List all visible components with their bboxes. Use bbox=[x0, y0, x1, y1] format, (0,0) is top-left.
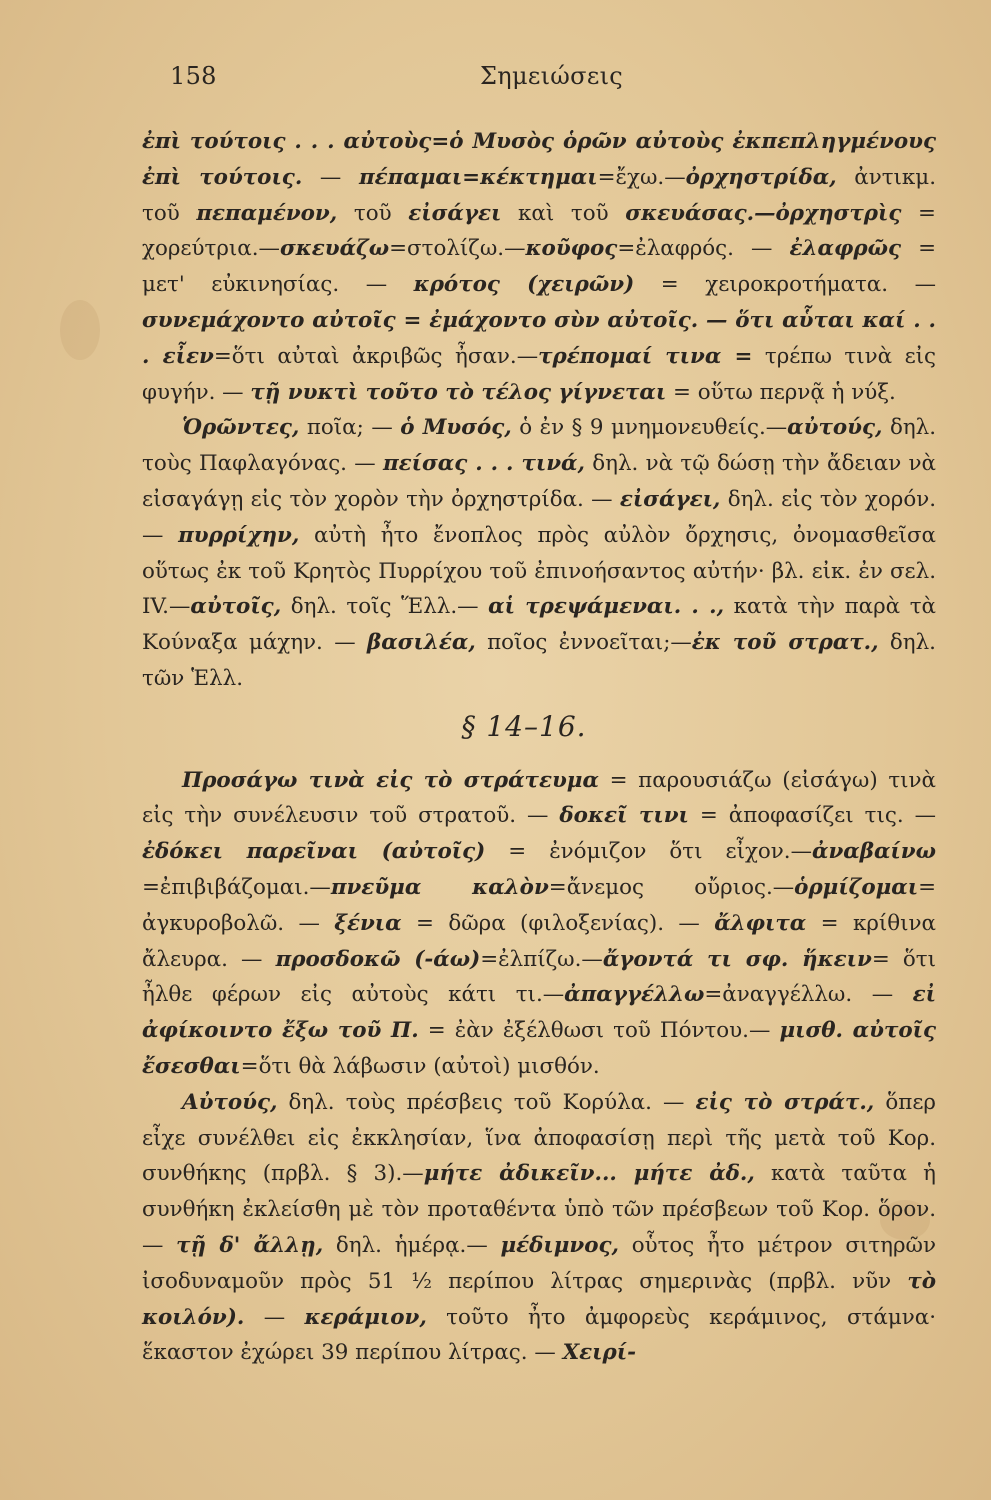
gloss: ποῖος ἐννοεῖται;— bbox=[475, 630, 692, 656]
gloss: δηλ. νὰ τῷ δώσῃ τὴν ἄδειαν νὰ εἰσαγάγῃ εἰς τὸν χορὸν τὴν ὀρχηστρίδα. — bbox=[142, 451, 936, 512]
gloss: τρέπω τινὰ εἰς φυγήν. — bbox=[142, 343, 937, 405]
paragraph-3 bbox=[142, 763, 936, 1085]
lemma: ἐπὶ τούτοις . . . αὐτοὺς=ὁ Μυσὸς ὁρῶν αὐτοὺς ἐκπεπληγμένους ἐπὶ τούτοις. bbox=[142, 129, 936, 190]
paragraph-1 bbox=[142, 124, 936, 410]
lemma: σκευάσας.—ὀρχηστρὶς bbox=[625, 200, 902, 226]
paragraph-4 bbox=[142, 1085, 936, 1371]
page-header bbox=[150, 62, 931, 98]
gloss: ὅπερ εἶχε συνέλθει εἰς ἐκκλησίαν, ἵνα ἀποφασίσῃ περὶ τῆς μετὰ τοῦ Κορ. συνθήκης (πρβλ. § 3).— bbox=[142, 1089, 936, 1187]
lemma: μήτε ἀδικεῖν... μήτε ἀδ., bbox=[423, 1161, 755, 1187]
gloss: =στολίζω.— bbox=[389, 236, 526, 262]
gloss: αὐτὴ ἦτο ἔνοπλος πρὸς αὐλὸν ὄρχησις, ὀνομασθεῖσα οὕτως ἐκ τοῦ Κρητὸς Πυρρίχου τοῦ ἐπινοήσαντος αὐτήν· βλ. εἰκ. ἐν σελ. IV.— bbox=[142, 522, 936, 620]
lemma: πνεῦμα καλὸν bbox=[330, 874, 549, 900]
lemma: εἰ ἀφίκοιντο ἔξω τοῦ Π. bbox=[142, 982, 936, 1044]
lemma: ἀπαγγέλλω bbox=[564, 982, 705, 1008]
lemma: ἐδόκει παρεῖναι (αὐτοῖς) bbox=[142, 839, 486, 865]
lemma: πυρρίχην, bbox=[178, 522, 300, 548]
lemma: τῇ δ' ἄλλῃ, bbox=[176, 1232, 324, 1258]
gloss: = ἐὰν ἐξέλθωσι τοῦ Πόντου.— bbox=[418, 1018, 780, 1044]
gloss: = ἐνόμιζον ὅτι εἶχον.— bbox=[485, 839, 812, 865]
lemma: δοκεῖ τινι bbox=[559, 803, 689, 829]
paper-stain bbox=[60, 300, 100, 360]
lemma: εἰς τὸ στράτ., bbox=[695, 1089, 875, 1115]
gloss: — bbox=[244, 1304, 305, 1330]
lemma: πείσας . . . τινά, bbox=[383, 451, 585, 477]
gloss: ποῖα; — bbox=[299, 415, 401, 441]
gloss: =ὅτι θὰ λάβωσιν (αὐτοὶ) μισθόν. bbox=[240, 1053, 600, 1079]
gloss: = ἀγκυροβολῶ. — bbox=[142, 874, 937, 936]
gloss: κατὰ ταῦτα ἡ συνθήκη ἐκλείσθη μὲ τὸν προταθέντα ὑπὸ τῶν πρέσβεων τοῦ Κορ. ὅρον. — bbox=[142, 1161, 936, 1258]
gloss: τοῦτο ἦτο ἀμφορεὺς κεράμινος, στάμνα· ἕκαστον ἐχώρει 39 περίπου λίτρας. — bbox=[142, 1304, 936, 1366]
gloss: = δῶρα (φιλοξενίας). — bbox=[401, 910, 715, 936]
lemma: αὐτούς, bbox=[787, 415, 883, 441]
gloss: =ἐπιβιβάζομαι.— bbox=[142, 874, 331, 900]
lemma: βασιλέα, bbox=[367, 630, 476, 656]
lemma: κρότος (χειρῶν) bbox=[413, 272, 635, 298]
gloss: = χορεύτρια.— bbox=[142, 200, 936, 262]
lemma: μισθ. αὐτοῖς ἔσεσθαι bbox=[142, 1018, 937, 1079]
gloss: δηλ. τοὺς Παφλαγόνας. — bbox=[142, 415, 936, 477]
paragraph-2 bbox=[142, 410, 936, 696]
lemma: πεπαμένον, bbox=[196, 200, 338, 226]
gloss: ὁ ἐν § 9 μνημονευθείς.— bbox=[511, 415, 788, 441]
lemma: σκευάζω bbox=[279, 236, 390, 262]
gloss: = οὕτω περνᾷ ἡ νύξ. bbox=[666, 379, 896, 405]
lemma: ὀρχηστρίδα, bbox=[685, 164, 837, 190]
lemma: ἐλαφρῶς bbox=[789, 236, 901, 262]
gloss: οὗτος ἦτο μέτρον σιτηρῶν ἰσοδυναμοῦν πρὸς 51 ½ περίπου λίτρας σημερινὰς (πρβλ. νῦν bbox=[142, 1232, 936, 1294]
gloss: δηλ. τῶν Ἑλλ. bbox=[142, 630, 936, 691]
lemma: εἰσάγει bbox=[408, 200, 502, 226]
gloss: τοῦ bbox=[337, 200, 409, 226]
lemma: κοῦφος bbox=[525, 236, 618, 262]
lemma: κεράμιον, bbox=[304, 1304, 427, 1330]
gloss: =ἐλαφρός. — bbox=[617, 236, 790, 262]
lemma: ἐκ τοῦ στρατ., bbox=[691, 630, 879, 656]
lemma: μέδιμνος, bbox=[500, 1232, 619, 1258]
gloss: κατὰ τὴν παρὰ τὰ Κούναξα μάχην. — bbox=[142, 594, 936, 656]
lemma: ὁ Μυσός, bbox=[400, 415, 512, 441]
gloss: δηλ. τοὺς πρέσβεις τοῦ Κορύλα. — bbox=[277, 1089, 696, 1115]
lemma: αἱ τρεψάμεναι. . ., bbox=[488, 594, 725, 620]
gloss: = κρίθινα ἄλευρα. — bbox=[142, 910, 936, 972]
running-title: Σημειώσεις bbox=[480, 62, 624, 90]
lemma: συνεμάχοντο αὐτοῖς = ἐμάχοντο σὺν αὐτοῖς. — ὅτι αὗται καί . . . εἶεν bbox=[142, 307, 936, 369]
page-number: 158 bbox=[170, 62, 217, 90]
lemma: τῇ νυκτὶ τοῦτο τὸ τέλος γίγνεται bbox=[250, 379, 667, 405]
gloss: δηλ. τοῖς Ἕλλ.— bbox=[281, 594, 489, 620]
lemma: ἀναβαίνω bbox=[812, 839, 936, 865]
gloss: καὶ τοῦ bbox=[501, 200, 626, 226]
lemma: αὐτοῖς, bbox=[190, 594, 282, 620]
lemma: προσδοκῶ (-άω) bbox=[275, 946, 481, 972]
lemma: ἄλφιτα bbox=[714, 910, 807, 936]
gloss: ἀντικμ. τοῦ bbox=[142, 164, 936, 226]
lemma: τρέπομαί τινα = bbox=[538, 343, 753, 369]
gloss: =ἐλπίζω.— bbox=[480, 946, 603, 972]
section-heading: § 14–16. bbox=[461, 709, 587, 743]
gloss: = μετ' εὐκινησίας. — bbox=[142, 236, 936, 298]
lemma: Αὐτούς, bbox=[182, 1089, 278, 1115]
gloss: = χειροκροτήματα. — bbox=[634, 272, 936, 298]
lemma: Χειρί- bbox=[562, 1340, 636, 1366]
gloss: δηλ. εἰς τὸν χορόν. — bbox=[142, 486, 936, 548]
lemma: ξένια bbox=[334, 910, 402, 936]
gloss: = ἀποφασίζει τις. — bbox=[688, 803, 937, 829]
lemma: ἄγοντά τι σφ. ἥκειν bbox=[602, 946, 872, 972]
gloss: =ἀναγγέλλω. — bbox=[704, 982, 913, 1008]
body-text bbox=[142, 124, 936, 1371]
lemma: Προσάγω τινὰ εἰς τὸ στράτευμα bbox=[182, 767, 599, 793]
lemma: ὁρμίζομαι bbox=[794, 874, 919, 900]
gloss: =ἔχω.— bbox=[597, 164, 686, 190]
lemma: εἰσάγει, bbox=[619, 486, 721, 512]
gloss: =ὅτι αὐταὶ ἀκριβῶς ἦσαν.— bbox=[213, 343, 539, 369]
gloss: = ὅτι ἦλθε φέρων εἰς αὐτοὺς κάτι τι.— bbox=[142, 946, 937, 1008]
gloss: — bbox=[302, 164, 359, 190]
gloss: = παρουσιάζω (εἰσάγω) τινὰ εἰς τὴν συνέλευσιν τοῦ στρατοῦ. — bbox=[142, 767, 936, 829]
gloss: =ἄνεμος οὔριος.— bbox=[548, 874, 795, 900]
gloss: δηλ. ἡμέρᾳ.— bbox=[323, 1232, 501, 1258]
lemma: πέπαμαι=κέκτημαι bbox=[358, 164, 598, 190]
lemma: Ὁρῶντες, bbox=[182, 415, 300, 441]
lemma: τὸ κοιλόν). bbox=[142, 1268, 936, 1330]
